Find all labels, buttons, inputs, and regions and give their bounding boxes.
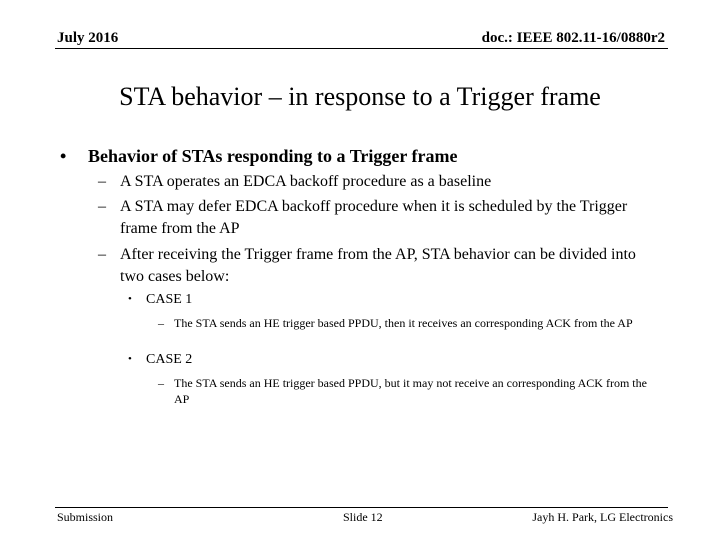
sub-item	[98, 244, 658, 288]
case-item	[128, 292, 192, 308]
dash-icon: –	[158, 316, 164, 330]
footer-author: Jayh H. Park, LG Electronics	[532, 510, 673, 524]
footer-submission: Submission	[57, 510, 114, 524]
sub-item-text: A STA operates an EDCA backoff procedure as a baseline	[120, 173, 492, 190]
case-item	[128, 352, 192, 368]
dash-icon: –	[158, 376, 164, 390]
header-date: July 2016	[57, 30, 119, 46]
dash-icon: –	[98, 173, 106, 190]
case-detail	[158, 315, 658, 331]
footer-divider	[55, 507, 668, 508]
sub-item	[98, 171, 658, 193]
footer-slide-number: Slide 12	[343, 510, 383, 524]
header-doc-id: doc.: IEEE 802.11-16/0880r2	[481, 30, 665, 46]
bullet-icon: •	[128, 353, 132, 365]
case-label: CASE 1	[146, 292, 193, 307]
case-detail-text: The STA sends an HE trigger based PPDU, then it receives an corresponding ACK from the AP	[174, 316, 633, 330]
main-bullet-text: Behavior of STAs responding to a Trigger frame	[88, 146, 458, 166]
case-label: CASE 2	[146, 352, 193, 367]
sub-item-text: A STA may defer EDCA backoff procedure when it is scheduled by the Trigger frame from the AP	[120, 198, 628, 237]
sub-item-text: After receiving the Trigger frame from the AP, STA behavior can be divided into two cases below:	[120, 246, 636, 285]
case-detail-text: The STA sends an HE trigger based PPDU, but it may not receive an corresponding ACK from the AP	[174, 376, 647, 406]
bullet-icon: •	[128, 293, 132, 305]
header-divider	[55, 48, 668, 49]
dash-icon: –	[98, 246, 106, 263]
dash-icon: –	[98, 198, 106, 215]
sub-item	[98, 196, 658, 240]
case-detail	[158, 375, 658, 407]
bullet-icon: •	[60, 146, 67, 166]
slide-title: STA behavior – in response to a Trigger frame	[119, 82, 601, 111]
